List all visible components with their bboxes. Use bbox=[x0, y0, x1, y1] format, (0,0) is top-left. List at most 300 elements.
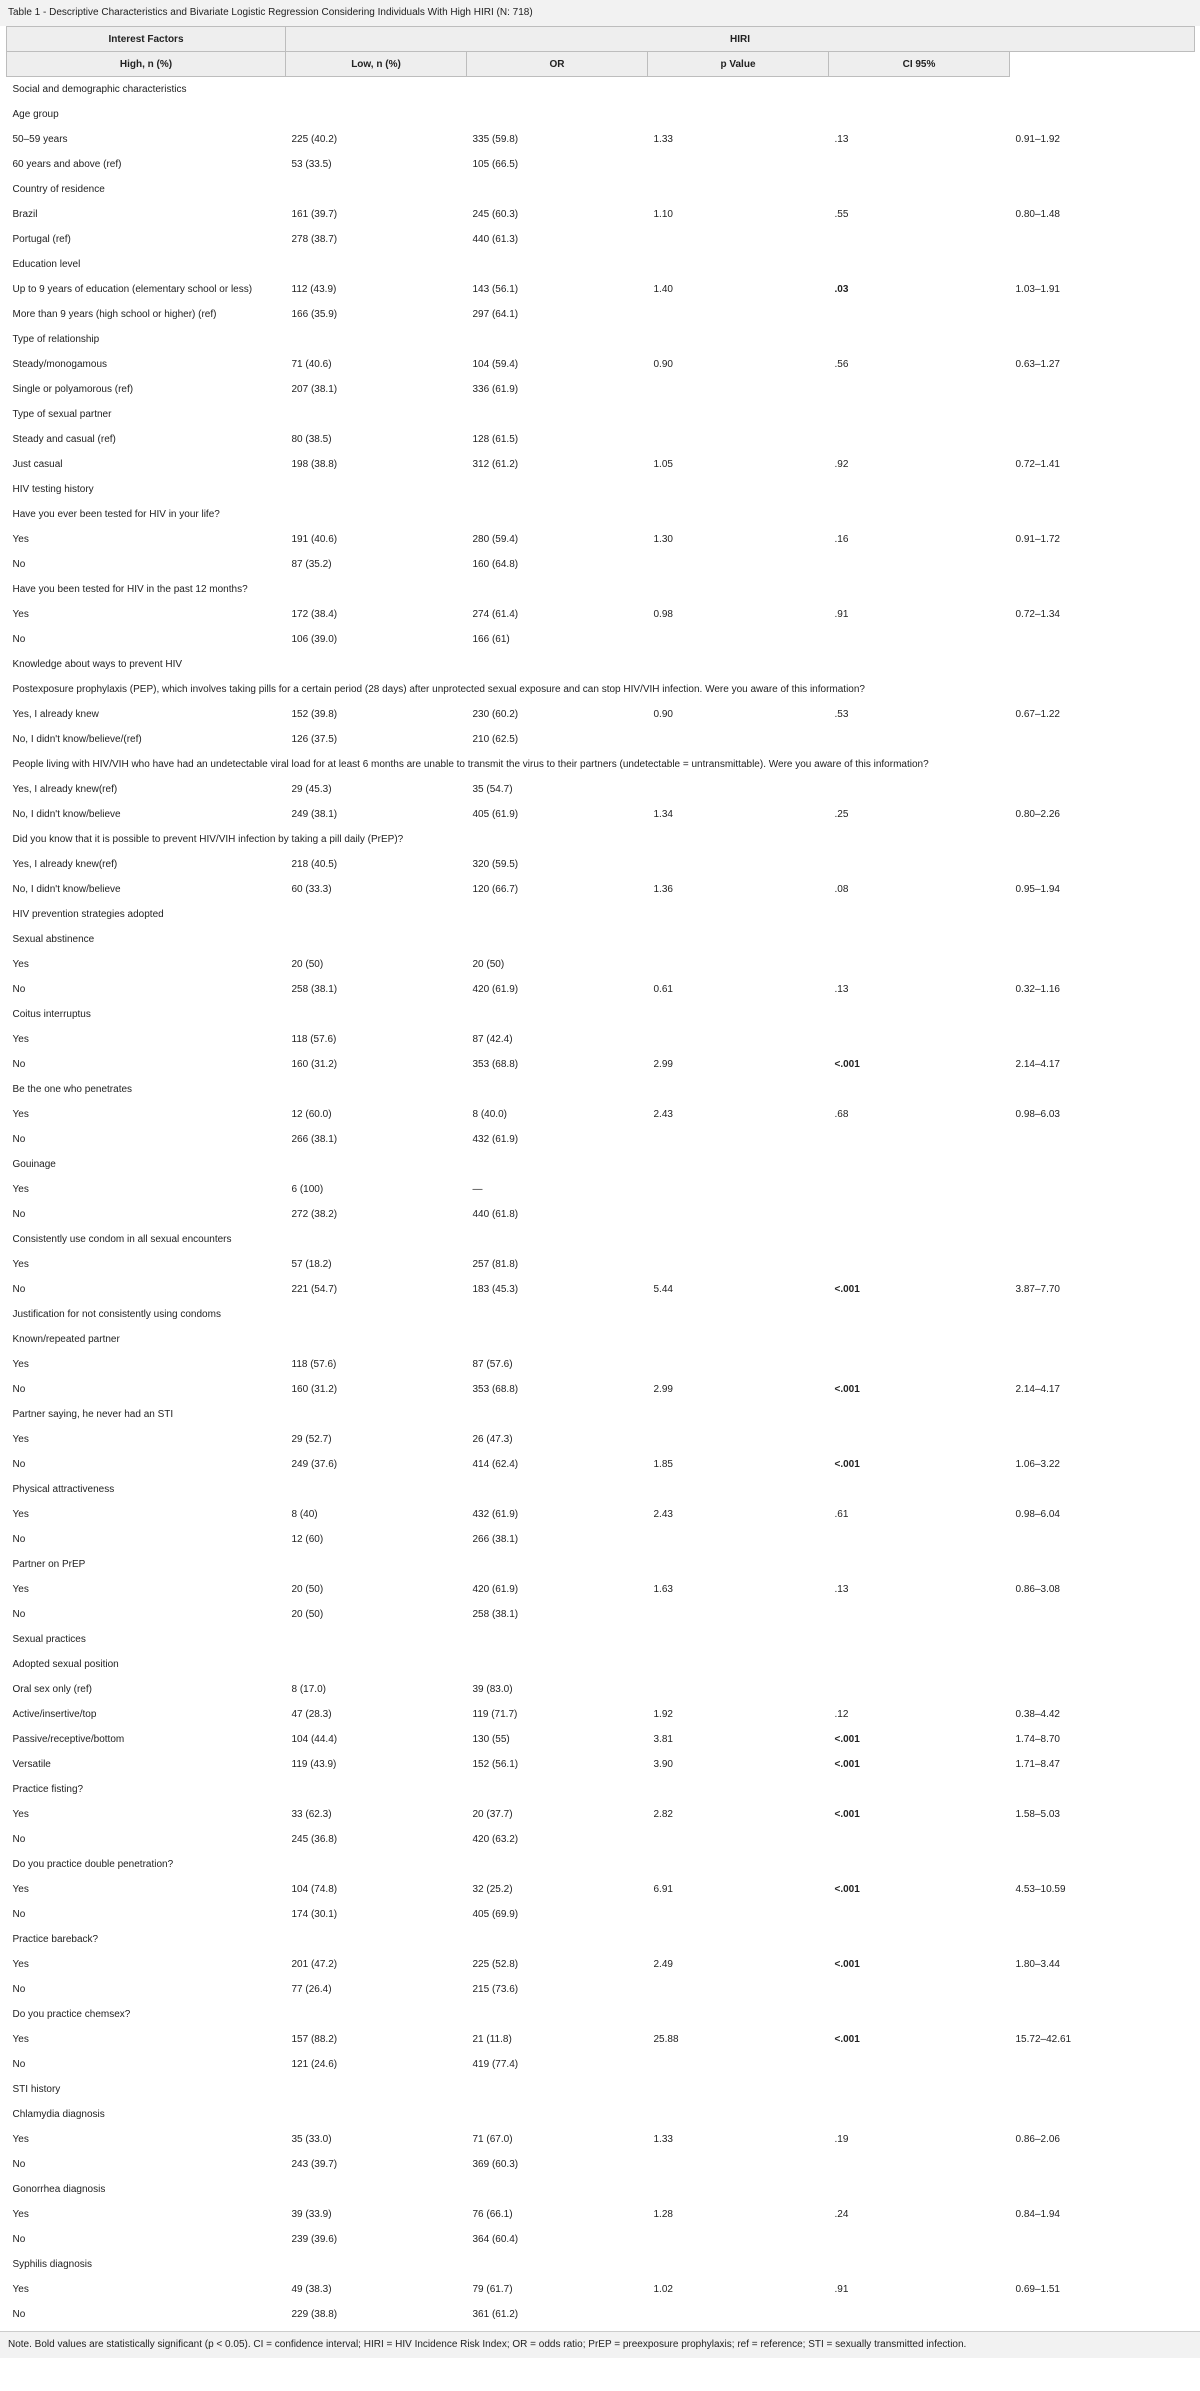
cell-low bbox=[467, 1552, 648, 1577]
cell-ci bbox=[1010, 1077, 1195, 1102]
cell-p-value: .68 bbox=[834, 1109, 849, 1120]
cell-low: 120 (66.7) bbox=[472, 884, 519, 895]
cell-high: 249 (37.6) bbox=[291, 1459, 338, 1470]
cell-factor: Steady/monogamous bbox=[12, 359, 108, 370]
table-row bbox=[7, 1452, 1195, 1477]
cell-low: 104 (59.4) bbox=[472, 359, 519, 370]
cell-low bbox=[467, 1777, 648, 1802]
cell-factor: Up to 9 years of education (elementary school or less) bbox=[12, 284, 253, 295]
table-row bbox=[7, 677, 1195, 702]
cell-factor: No, I didn't know/believe bbox=[12, 809, 121, 820]
table-row bbox=[7, 877, 1195, 902]
cell-ci: 0.80–2.26 bbox=[1015, 809, 1060, 820]
cell-p-value: .08 bbox=[834, 884, 849, 895]
cell-low bbox=[467, 1077, 648, 1102]
table-row bbox=[7, 202, 1195, 227]
cell-high bbox=[286, 2002, 467, 2027]
cell-low bbox=[467, 177, 648, 202]
cell-ci bbox=[1010, 502, 1195, 527]
cell-p-value: .92 bbox=[834, 459, 849, 470]
cell-or bbox=[648, 1402, 829, 1427]
table-row bbox=[7, 2052, 1195, 2077]
cell-factor: No bbox=[12, 1984, 26, 1995]
cell-or bbox=[648, 1227, 829, 1252]
cell-ci bbox=[1010, 1602, 1195, 1627]
table-row bbox=[7, 1252, 1195, 1277]
table-row bbox=[7, 1427, 1195, 1452]
cell-low: 215 (73.6) bbox=[472, 1984, 519, 1995]
cell-ci bbox=[1010, 1652, 1195, 1677]
cell-p-value bbox=[829, 1077, 1010, 1102]
cell-low: 230 (60.2) bbox=[472, 709, 519, 720]
cell-high: 20 (50) bbox=[291, 1584, 324, 1595]
cell-factor: Gouinage bbox=[12, 1159, 56, 1170]
cell-p-value: .24 bbox=[834, 2209, 849, 2220]
cell-p-value bbox=[829, 852, 1010, 877]
cell-high: 106 (39.0) bbox=[291, 634, 338, 645]
cell-high: 8 (17.0) bbox=[291, 1684, 326, 1695]
cell-factor: Yes bbox=[12, 1434, 29, 1445]
cell-or: 1.34 bbox=[653, 809, 673, 820]
cell-factor: Be the one who penetrates bbox=[12, 1084, 133, 1095]
cell-or bbox=[648, 377, 829, 402]
cell-or: 2.99 bbox=[653, 1059, 673, 1070]
cell-ci bbox=[1010, 1427, 1195, 1452]
cell-high bbox=[286, 177, 467, 202]
cell-high: 229 (38.8) bbox=[291, 2309, 338, 2320]
cell-p-value: .13 bbox=[834, 134, 849, 145]
cell-or bbox=[648, 1177, 829, 1202]
cell-low: 87 (42.4) bbox=[472, 1034, 513, 1045]
cell-low bbox=[467, 327, 648, 352]
header-hiri: HIRI bbox=[286, 27, 1195, 52]
table-row bbox=[7, 1852, 1195, 1877]
table-row bbox=[7, 302, 1195, 327]
cell-factor: No bbox=[12, 1534, 26, 1545]
cell-p-value bbox=[829, 1252, 1010, 1277]
cell-ci: 0.80–1.48 bbox=[1015, 209, 1060, 220]
cell-p-value bbox=[829, 1302, 1010, 1327]
cell-ci: 0.38–4.42 bbox=[1015, 1709, 1060, 1720]
cell-low: 166 (61) bbox=[472, 634, 510, 645]
cell-low: 420 (63.2) bbox=[472, 1834, 519, 1845]
cell-or bbox=[648, 227, 829, 252]
cell-p-value bbox=[829, 627, 1010, 652]
cell-low: 405 (61.9) bbox=[472, 809, 519, 820]
table-row bbox=[7, 2302, 1195, 2327]
cell-p-value bbox=[829, 1902, 1010, 1927]
cell-low: 71 (67.0) bbox=[472, 2134, 513, 2145]
cell-high bbox=[286, 1002, 467, 1027]
table-row bbox=[7, 277, 1195, 302]
table-row bbox=[7, 1877, 1195, 1902]
cell-low: 210 (62.5) bbox=[472, 734, 519, 745]
cell-factor: Practice fisting? bbox=[12, 1784, 84, 1795]
cell-or: 2.43 bbox=[653, 1109, 673, 1120]
cell-low bbox=[467, 252, 648, 277]
cell-or bbox=[648, 1902, 829, 1927]
table-row bbox=[7, 352, 1195, 377]
cell-high bbox=[286, 1402, 467, 1427]
cell-p-value bbox=[829, 1152, 1010, 1177]
table-row bbox=[7, 727, 1195, 752]
cell-ci bbox=[1010, 1202, 1195, 1227]
cell-high: 249 (38.1) bbox=[291, 809, 338, 820]
cell-ci bbox=[1010, 1827, 1195, 1852]
cell-high: 201 (47.2) bbox=[291, 1959, 338, 1970]
table-row bbox=[7, 1777, 1195, 1802]
table-row bbox=[7, 227, 1195, 252]
cell-high: 12 (60) bbox=[291, 1534, 324, 1545]
cell-p-value: <.001 bbox=[834, 1734, 860, 1745]
table-row bbox=[7, 1127, 1195, 1152]
cell-high: 29 (52.7) bbox=[291, 1434, 332, 1445]
cell-low: 160 (64.8) bbox=[472, 559, 519, 570]
cell-ci bbox=[1010, 727, 1195, 752]
cell-factor: Syphilis diagnosis bbox=[12, 2259, 92, 2270]
cell-high: 160 (31.2) bbox=[291, 1384, 338, 1395]
cell-p-value bbox=[829, 777, 1010, 802]
cell-p-value bbox=[829, 2002, 1010, 2027]
cell-or: 1.92 bbox=[653, 1709, 673, 1720]
cell-high: 225 (40.2) bbox=[291, 134, 338, 145]
cell-high bbox=[286, 402, 467, 427]
cell-high bbox=[286, 1302, 467, 1327]
table-row bbox=[7, 1277, 1195, 1302]
cell-or bbox=[648, 1827, 829, 1852]
cell-high: 221 (54.7) bbox=[291, 1284, 338, 1295]
cell-p-value bbox=[829, 77, 1010, 103]
cell-factor: No bbox=[12, 2309, 26, 2320]
cell-ci bbox=[1010, 252, 1195, 277]
table-row bbox=[7, 1352, 1195, 1377]
cell-factor: No bbox=[12, 1609, 26, 1620]
cell-p-value bbox=[829, 327, 1010, 352]
cell-high: 119 (43.9) bbox=[291, 1759, 337, 1770]
cell-high: 258 (38.1) bbox=[291, 984, 338, 995]
cell-or: 1.33 bbox=[653, 2134, 673, 2145]
cell-factor: Yes bbox=[12, 1359, 29, 1370]
cell-ci bbox=[1010, 1527, 1195, 1552]
cell-factor: Passive/receptive/bottom bbox=[12, 1734, 125, 1745]
table-row bbox=[7, 152, 1195, 177]
cell-low: 414 (62.4) bbox=[472, 1459, 519, 1470]
cell-low: 405 (69.9) bbox=[472, 1909, 519, 1920]
cell-or bbox=[648, 927, 829, 952]
cell-ci bbox=[1010, 1402, 1195, 1427]
table-row bbox=[7, 527, 1195, 552]
cell-low bbox=[467, 2077, 648, 2102]
table-row bbox=[7, 1202, 1195, 1227]
cell-ci: 15.72–42.61 bbox=[1015, 2034, 1072, 2045]
cell-factor: Yes bbox=[12, 1959, 29, 1970]
cell-high bbox=[286, 652, 467, 677]
cell-low: 8 (40.0) bbox=[472, 1109, 507, 1120]
cell-low bbox=[467, 1402, 648, 1427]
cell-factor: Country of residence bbox=[12, 184, 105, 195]
cell-high: 33 (62.3) bbox=[291, 1809, 332, 1820]
cell-high bbox=[286, 252, 467, 277]
cell-high bbox=[286, 2252, 467, 2277]
cell-factor: No bbox=[12, 1284, 26, 1295]
cell-high: 126 (37.5) bbox=[291, 734, 338, 745]
cell-or: 1.02 bbox=[653, 2284, 673, 2295]
cell-ci bbox=[1010, 1977, 1195, 2002]
cell-or bbox=[648, 77, 829, 103]
cell-p-value bbox=[829, 1602, 1010, 1627]
table-row bbox=[7, 1577, 1195, 1602]
table-row bbox=[7, 1302, 1195, 1327]
cell-p-value bbox=[829, 952, 1010, 977]
cell-low: — bbox=[472, 1184, 483, 1195]
cell-p-value bbox=[829, 1002, 1010, 1027]
cell-or: 0.61 bbox=[653, 984, 673, 995]
cell-or: 25.88 bbox=[653, 2034, 679, 2045]
cell-or bbox=[648, 1127, 829, 1152]
table-row bbox=[7, 552, 1195, 577]
table-body bbox=[7, 77, 1195, 2328]
cell-factor: Yes bbox=[12, 1509, 29, 1520]
cell-or: 1.40 bbox=[653, 284, 673, 295]
cell-ci bbox=[1010, 852, 1195, 877]
cell-high bbox=[286, 1477, 467, 1502]
cell-low: 419 (77.4) bbox=[472, 2059, 519, 2070]
table-row bbox=[7, 1627, 1195, 1652]
cell-ci: 2.14–4.17 bbox=[1015, 1059, 1060, 1070]
cell-high bbox=[286, 1652, 467, 1677]
cell-or bbox=[648, 477, 829, 502]
cell-or: 0.90 bbox=[653, 359, 673, 370]
cell-low: 266 (38.1) bbox=[472, 1534, 519, 1545]
cell-or: 6.91 bbox=[653, 1884, 673, 1895]
cell-p-value bbox=[829, 1327, 1010, 1352]
cell-factor: Have you been tested for HIV in the past 12 months? bbox=[12, 584, 248, 595]
cell-or: 1.30 bbox=[653, 534, 673, 545]
cell-p-value: .16 bbox=[834, 534, 849, 545]
cell-factor: Postexposure prophylaxis (PEP), which involves taking pills for a certain period (28 days) after unprotected sexual exposure and can stop HIV/VIH infection. Were you aware of this information? bbox=[12, 684, 865, 695]
cell-p-value bbox=[829, 1552, 1010, 1577]
cell-high: 218 (40.5) bbox=[291, 859, 338, 870]
cell-p-value bbox=[829, 2052, 1010, 2077]
cell-factor: Brazil bbox=[12, 209, 38, 220]
cell-factor: People living with HIV/VIH who have had an undetectable viral load for at least 6 months are unable to transmit the virus to their partners (undetectable = untransmittable). Were you aware of this information? bbox=[12, 759, 929, 770]
cell-ci: 0.91–1.92 bbox=[1015, 134, 1060, 145]
cell-p-value: .55 bbox=[834, 209, 849, 220]
cell-factor: No, I didn't know/believe bbox=[12, 884, 121, 895]
cell-p-value bbox=[829, 477, 1010, 502]
cell-factor: Yes bbox=[12, 1184, 29, 1195]
cell-or bbox=[648, 952, 829, 977]
cell-p-value bbox=[829, 1477, 1010, 1502]
header-p-value: p Value bbox=[648, 52, 829, 77]
cell-factor: Consistently use condom in all sexual encounters bbox=[12, 1234, 232, 1245]
table-row bbox=[7, 2177, 1195, 2202]
cell-low: 35 (54.7) bbox=[472, 784, 513, 795]
cell-or: 0.98 bbox=[653, 609, 673, 620]
cell-ci bbox=[1010, 1777, 1195, 1802]
cell-ci bbox=[1010, 2002, 1195, 2027]
cell-ci bbox=[1010, 627, 1195, 652]
cell-high bbox=[286, 1552, 467, 1577]
cell-high: 166 (35.9) bbox=[291, 309, 338, 320]
cell-p-value: <.001 bbox=[834, 1284, 860, 1295]
cell-low bbox=[467, 1852, 648, 1877]
cell-factor: 50–59 years bbox=[12, 134, 68, 145]
cell-low: 119 (71.7) bbox=[472, 1709, 518, 1720]
cell-ci bbox=[1010, 952, 1195, 977]
table-row bbox=[7, 1552, 1195, 1577]
cell-low: 258 (38.1) bbox=[472, 1609, 519, 1620]
cell-low: 364 (60.4) bbox=[472, 2234, 519, 2245]
cell-ci bbox=[1010, 302, 1195, 327]
cell-low: 297 (64.1) bbox=[472, 309, 519, 320]
cell-low: 353 (68.8) bbox=[472, 1059, 519, 1070]
table-row bbox=[7, 2127, 1195, 2152]
cell-ci: 0.32–1.16 bbox=[1015, 984, 1060, 995]
cell-or bbox=[648, 252, 829, 277]
cell-p-value bbox=[829, 302, 1010, 327]
cell-or: 0.90 bbox=[653, 709, 673, 720]
cell-high bbox=[286, 1327, 467, 1352]
cell-or bbox=[648, 627, 829, 652]
table-row bbox=[7, 402, 1195, 427]
cell-p-value bbox=[829, 427, 1010, 452]
cell-high bbox=[286, 577, 467, 602]
cell-or bbox=[648, 1627, 829, 1652]
cell-p-value bbox=[829, 552, 1010, 577]
cell-factor: Type of sexual partner bbox=[12, 409, 112, 420]
cell-high bbox=[286, 1777, 467, 1802]
cell-or bbox=[648, 1652, 829, 1677]
cell-high: 87 (35.2) bbox=[291, 559, 332, 570]
cell-ci bbox=[1010, 2227, 1195, 2252]
cell-ci: 0.84–1.94 bbox=[1015, 2209, 1060, 2220]
cell-p-value bbox=[829, 1427, 1010, 1452]
cell-or: 1.63 bbox=[653, 1584, 673, 1595]
table-row bbox=[7, 952, 1195, 977]
cell-high: 152 (39.8) bbox=[291, 709, 338, 720]
table-row bbox=[7, 1652, 1195, 1677]
table-row bbox=[7, 1502, 1195, 1527]
cell-p-value: <.001 bbox=[834, 1959, 860, 1970]
cell-factor: Yes bbox=[12, 1809, 29, 1820]
cell-factor: Single or polyamorous (ref) bbox=[12, 384, 134, 395]
cell-ci: 1.71–8.47 bbox=[1015, 1759, 1060, 1770]
table-row bbox=[7, 1177, 1195, 1202]
cell-ci bbox=[1010, 927, 1195, 952]
header-ci: CI 95% bbox=[829, 52, 1010, 77]
cell-low: 320 (59.5) bbox=[472, 859, 519, 870]
cell-high bbox=[286, 77, 467, 103]
cell-or bbox=[648, 1002, 829, 1027]
cell-factor: Yes bbox=[12, 1034, 29, 1045]
cell-p-value: .56 bbox=[834, 359, 849, 370]
cell-high: 272 (38.2) bbox=[291, 1209, 338, 1220]
cell-low: 152 (56.1) bbox=[472, 1759, 519, 1770]
cell-ci bbox=[1010, 1327, 1195, 1352]
cell-or bbox=[648, 427, 829, 452]
cell-low: 440 (61.3) bbox=[472, 234, 519, 245]
cell-low: 20 (37.7) bbox=[472, 1809, 513, 1820]
cell-ci bbox=[1010, 1677, 1195, 1702]
cell-p-value bbox=[829, 252, 1010, 277]
cell-ci bbox=[1010, 777, 1195, 802]
cell-or bbox=[648, 1552, 829, 1577]
table-row bbox=[7, 2202, 1195, 2227]
cell-low: 20 (50) bbox=[472, 959, 505, 970]
cell-p-value bbox=[829, 902, 1010, 927]
table-row bbox=[7, 1102, 1195, 1127]
cell-or bbox=[648, 502, 829, 527]
cell-high bbox=[286, 2077, 467, 2102]
table-row bbox=[7, 1002, 1195, 1027]
cell-p-value bbox=[829, 177, 1010, 202]
table-row bbox=[7, 1027, 1195, 1052]
cell-factor: No bbox=[12, 1384, 26, 1395]
cell-factor: No bbox=[12, 634, 26, 645]
table-row bbox=[7, 752, 1195, 777]
cell-p-value bbox=[829, 2177, 1010, 2202]
table-row bbox=[7, 1827, 1195, 1852]
table-row bbox=[7, 327, 1195, 352]
cell-factor: Did you know that it is possible to prevent HIV/VIH infection by taking a pill daily (PrEP)? bbox=[12, 834, 404, 845]
cell-high bbox=[286, 327, 467, 352]
cell-ci: 1.58–5.03 bbox=[1015, 1809, 1060, 1820]
cell-p-value: .91 bbox=[834, 609, 849, 620]
cell-p-value: .12 bbox=[834, 1709, 849, 1720]
table-row bbox=[7, 377, 1195, 402]
cell-ci bbox=[1010, 1552, 1195, 1577]
cell-factor: Adopted sexual position bbox=[12, 1659, 119, 1670]
cell-ci: 1.06–3.22 bbox=[1015, 1459, 1060, 1470]
cell-or: 1.05 bbox=[653, 459, 673, 470]
cell-or bbox=[648, 177, 829, 202]
cell-high: 47 (28.3) bbox=[291, 1709, 332, 1720]
cell-high: 172 (38.4) bbox=[291, 609, 338, 620]
table-row bbox=[7, 1952, 1195, 1977]
cell-factor: Chlamydia diagnosis bbox=[12, 2109, 105, 2120]
cell-factor: No bbox=[12, 2234, 26, 2245]
cell-or bbox=[648, 852, 829, 877]
cell-p-value: <.001 bbox=[834, 1884, 860, 1895]
cell-low: 183 (45.3) bbox=[472, 1284, 519, 1295]
cell-high: 278 (38.7) bbox=[291, 234, 338, 245]
table-row bbox=[7, 1802, 1195, 1827]
cell-high bbox=[286, 2177, 467, 2202]
cell-ci bbox=[1010, 1177, 1195, 1202]
cell-ci bbox=[1010, 77, 1195, 103]
cell-p-value bbox=[829, 227, 1010, 252]
cell-factor: No bbox=[12, 2159, 26, 2170]
cell-p-value bbox=[829, 1777, 1010, 1802]
cell-or bbox=[648, 1852, 829, 1877]
cell-ci: 0.63–1.27 bbox=[1015, 359, 1060, 370]
header-or: OR bbox=[467, 52, 648, 77]
table-row bbox=[7, 2077, 1195, 2102]
cell-p-value bbox=[829, 1927, 1010, 1952]
cell-factor: Age group bbox=[12, 109, 59, 120]
cell-low bbox=[467, 2177, 648, 2202]
cell-factor: Versatile bbox=[12, 1759, 51, 1770]
cell-factor: Justification for not consistently using condoms bbox=[12, 1309, 221, 1320]
cell-ci bbox=[1010, 327, 1195, 352]
table-row bbox=[7, 427, 1195, 452]
cell-factor: Partner on PrEP bbox=[12, 1559, 86, 1570]
cell-low bbox=[467, 2002, 648, 2027]
cell-factor: Portugal (ref) bbox=[12, 234, 71, 245]
cell-high: 191 (40.6) bbox=[291, 534, 338, 545]
table-row bbox=[7, 1227, 1195, 1252]
